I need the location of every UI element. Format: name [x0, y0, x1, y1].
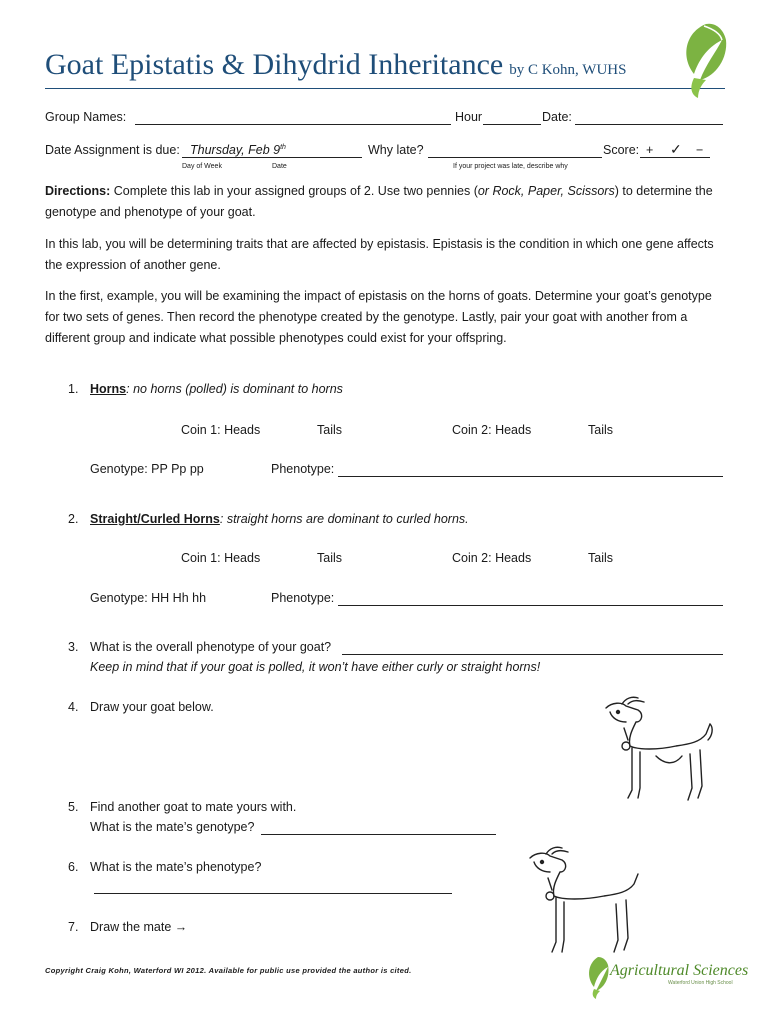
title-text: Goat Epistatis & Dihydrid Inheritance: [45, 48, 504, 81]
q4-text: Draw your goat below.: [90, 700, 214, 714]
group-names-row: [45, 110, 126, 124]
q6-answer-field[interactable]: [94, 893, 452, 894]
q3-number: 3.: [68, 640, 79, 654]
q5-answer-field[interactable]: [261, 834, 496, 835]
q1-phenotype-label: Phenotype:: [271, 462, 335, 476]
q6-number: 6.: [68, 860, 79, 874]
q1-number: 1.: [68, 382, 79, 396]
q7-text: Draw the mate →: [90, 920, 188, 934]
q2-genotype: Genotype: HH Hh hh: [90, 591, 207, 605]
q5-sub: What is the mate’s genotype?: [90, 820, 255, 834]
date-label: Date:: [542, 110, 572, 124]
title-rule: [45, 88, 725, 89]
due-field[interactable]: [182, 157, 362, 158]
q2-heading: [90, 512, 469, 526]
due-value-sup: th: [280, 143, 286, 151]
q7-number: 7.: [68, 920, 79, 934]
directions: [45, 181, 723, 223]
ag-sciences-logo-text: Agricultural Sciences: [610, 962, 749, 979]
q3-text: What is the overall phenotype of your goat?: [90, 640, 332, 654]
q6-text: What is the mate’s phenotype?: [90, 860, 262, 874]
q2-desc: : straight horns are dominant to curled horns.: [219, 512, 469, 526]
score-field[interactable]: [640, 157, 710, 158]
q2-phenotype-field[interactable]: [338, 605, 723, 606]
paragraph-instructions: In the first, example, you will be examining the impact of epistasis on the horns of goats. Determine your goat’s genotype for two sets of genes. Then record the phenotype created by the genotype. Lastly, pair your goat with another from a different group and indicate what possible phenotypes could exist for your offspring.: [45, 289, 712, 345]
score-plus: +: [646, 143, 654, 157]
q1-coin1: Coin 1: Heads: [181, 423, 261, 437]
q2-tails2: Tails: [588, 551, 614, 565]
q2-tails1: Tails: [317, 551, 343, 565]
score-label: Score:: [603, 143, 640, 157]
q2-phenotype-label: Phenotype:: [271, 591, 335, 605]
ag-sciences-leaf-icon: [584, 955, 610, 1001]
directions-label: Directions:: [45, 184, 111, 198]
hour-label: Hour: [455, 110, 483, 124]
q2-coin2: Coin 2: Heads: [452, 551, 532, 565]
copyright-footer: Copyright Craig Kohn, Waterford WI 2012. Available for public use provided the author is cited.: [45, 966, 412, 975]
date-caption: Date: [272, 163, 287, 170]
q5-number: 5.: [68, 800, 79, 814]
q1-coin2: Coin 2: Heads: [452, 423, 532, 437]
q2-coin1: Coin 1: Heads: [181, 551, 261, 565]
leaf-logo-icon: [676, 18, 732, 102]
directions-text-2: ) to determine the genotype and phenotype of your goat.: [45, 184, 713, 219]
directions-italic: or Rock, Paper, Scissors: [477, 184, 615, 198]
byline: by C Kohn, WUHS: [509, 62, 627, 78]
paragraph-epistasis: In this lab, you will be determining traits that are affected by epistasis. Epistasis is the condition in which one gene affects the expression of another gene.: [45, 237, 714, 272]
q1-phenotype-field[interactable]: [338, 476, 723, 477]
due-value-text: Thursday, Feb 9: [190, 143, 281, 157]
q1-heading: [90, 382, 343, 396]
q3-answer-field[interactable]: [342, 654, 723, 655]
page-title: [45, 48, 626, 82]
q1-tails2: Tails: [588, 423, 614, 437]
q1-tails1: Tails: [317, 423, 343, 437]
why-late-caption: If your project was late, describe why: [453, 163, 568, 170]
q1-desc: : no horns (polled) is dominant to horns: [126, 382, 343, 396]
q3-note: Keep in mind that if your goat is polled, it won’t have either curly or straight horns!: [90, 660, 541, 674]
due-label: Date Assignment is due:: [45, 143, 180, 157]
mate-goat-drawing-icon: [524, 846, 648, 964]
group-names-label: Group Names:: [45, 110, 127, 124]
why-late-field[interactable]: [428, 157, 602, 158]
score-check: ✓: [670, 141, 682, 157]
directions-text-1: Complete this lab in your assigned groups of 2. Use two pennies (: [110, 184, 478, 198]
due-value: [190, 143, 286, 157]
goat-drawing-icon: [598, 694, 722, 814]
q5-text: Find another goat to mate yours with.: [90, 800, 297, 814]
q2-number: 2.: [68, 512, 79, 526]
q1-title: Horns: [90, 382, 127, 396]
hour-field[interactable]: [483, 124, 541, 125]
date-field[interactable]: [575, 124, 723, 125]
q4-number: 4.: [68, 700, 79, 714]
ag-sciences-logo-sub: Waterford Union High School: [668, 980, 733, 986]
q2-title: Straight/Curled Horns: [90, 512, 220, 526]
group-names-field[interactable]: [135, 124, 451, 125]
why-late-label: Why late?: [368, 143, 424, 157]
q1-genotype: Genotype: PP Pp pp: [90, 462, 204, 476]
day-of-week-caption: Day of Week: [182, 163, 222, 170]
score-minus: −: [696, 143, 704, 157]
